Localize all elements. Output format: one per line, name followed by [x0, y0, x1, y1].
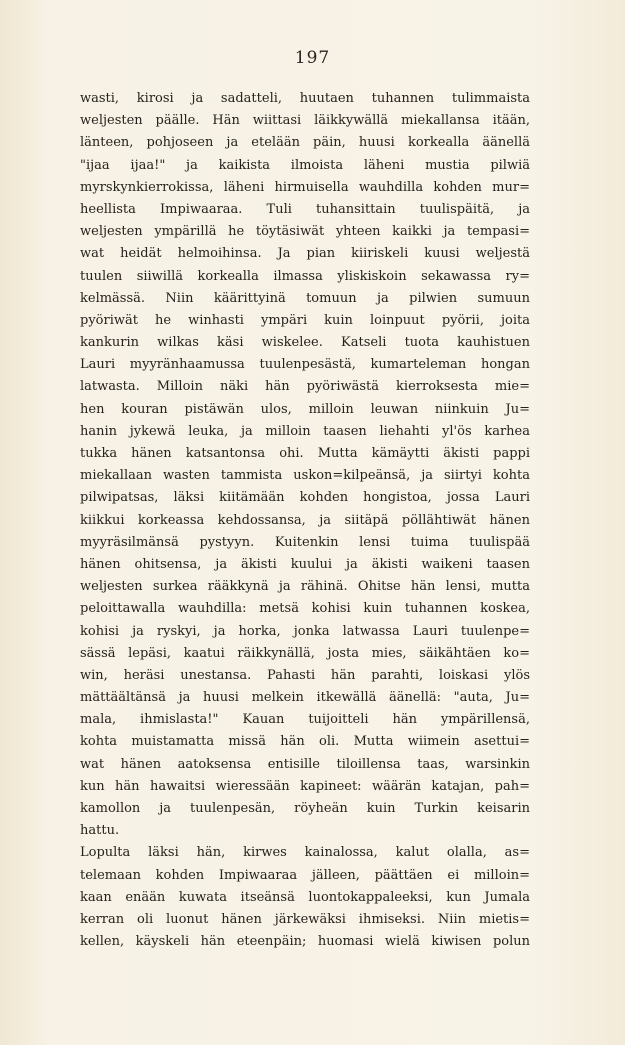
text-line: hen kouran pistäwän ulos, milloin leuwan niinkuin Ju=: [80, 401, 530, 417]
text-line: sässä lepäsi, kaatui räikkynällä, josta mies, säikähtäen ko=: [80, 645, 530, 661]
page-number: 197: [294, 48, 331, 68]
text-line: kohta muistamatta missä hän oli. Mutta wiimein asettui=: [80, 734, 530, 750]
text-line: pyöriwät he winhasti ympäri kuin loinpuut pyörii, joita: [80, 312, 530, 328]
text-line: mättäältänsä ja huusi melkein itkewällä äänellä: "auta, Ju=: [80, 690, 530, 706]
text-line: myyräsilmänsä pystyyn. Kuitenkin lensi tuima tuulispää: [80, 534, 530, 550]
text-line: weljesten ympärillä he töytäsiwät yhteen kaikki ja tempasi=: [80, 224, 530, 240]
text-line: tuulen siiwillä korkealla ilmassa yliskiskoin sekawassa ry=: [80, 268, 530, 284]
text-line: kellen, käyskeli hän eteenpäin; huomasi wielä kiwisen polun: [80, 934, 530, 950]
text-line: weljesten päälle. Hän wiittasi läikkywällä miekallansa itään,: [80, 113, 530, 129]
text-line: heellista Impiwaaraa. Tuli tuhansittain tuulispäitä, ja: [80, 201, 530, 217]
text-line: telemaan kohden Impiwaaraa jälleen, päättäen ei milloin=: [80, 867, 530, 883]
text-line: weljesten surkea rääkkynä ja rähinä. Ohitse hän lensi, mutta: [80, 579, 530, 595]
text-line: tukka hänen katsantonsa ohi. Mutta kämäytti äkisti pappi: [80, 446, 530, 461]
text-line: kerran oli luonut hänen järkewäksi ihmiseksi. Niin mietis=: [80, 911, 530, 927]
text-line: Lopulta läksi hän, kirwes kainalossa, kalut olalla, as=: [80, 845, 530, 861]
text-line: kelmässä. Niin käärittyinä tomuun ja pilwien sumuun: [80, 290, 530, 306]
text-line: win, heräsi unestansa. Pahasti hän parahti, loiskasi ylös: [80, 667, 530, 683]
text-line: miekallaan wasten tammista uskon=kilpeänsä, ja siirtyi kohta: [80, 468, 530, 484]
text-line: kaan enään kuwata itseänsä luontokappaleeksi, kun Jumala: [80, 889, 530, 905]
text-line: hanin jykewä leuka, ja milloin taasen liehahti yl'ös karhea: [80, 423, 530, 439]
text-line: peloittawalla wauhdilla: metsä kohisi kuin tuhannen koskea,: [80, 601, 530, 617]
text-line: wasti, kirosi ja sadatteli, huutaen tuhannen tulimmaista: [80, 91, 530, 106]
text-line: wat hänen aatoksensa entisille tiloillensa taas, warsinkin: [80, 756, 530, 772]
text-line: mala, ihmislasta!" Kauan tuijoitteli hän ympärillensä,: [80, 712, 530, 728]
text-line: hattu.: [80, 823, 120, 839]
text-line: pilwipatsas, läksi kiitämään kohden hongistoa, jossa Lauri: [80, 490, 530, 506]
text-line: Lauri myyränhaamussa tuulenpesästä, kumarteleman hongan: [80, 357, 530, 373]
text-line: kamollon ja tuulenpesän, röyheän kuin Turkin keisarin: [80, 801, 530, 816]
text-line: hänen ohitsensa, ja äkisti kuului ja äkisti waikeni taasen: [80, 556, 530, 572]
text-line: länteen, pohjoseen ja etelään päin, huusi korkealla äänellä: [80, 135, 530, 151]
text-line: kankurin wilkas käsi wiskelee. Katseli tuota kauhistuen: [80, 335, 530, 351]
text-line: "ijaa ijaa!" ja kaikista ilmoista läheni mustia pilwiä: [80, 157, 530, 173]
text-line: kiikkui korkeassa kehdossansa, ja siitäpä pöllähtiwät hänen: [80, 512, 530, 528]
body-text: [80, 88, 530, 953]
text-line: myrskynkierrokissa, läheni hirmuisella wauhdilla kohden mur=: [80, 179, 530, 195]
text-line: kohisi ja ryskyi, ja horka, jonka latwassa Lauri tuulenpe=: [80, 623, 530, 639]
text-line: latwasta. Milloin näki hän pyöriwästä kierroksesta mie=: [80, 379, 530, 395]
text-line: wat heidät helmoihinsa. Ja pian kiiriskeli kuusi weljestä: [80, 246, 530, 262]
text-line: kun hän hawaitsi wieressään kapineet: wäärän katajan, pah=: [80, 778, 530, 794]
